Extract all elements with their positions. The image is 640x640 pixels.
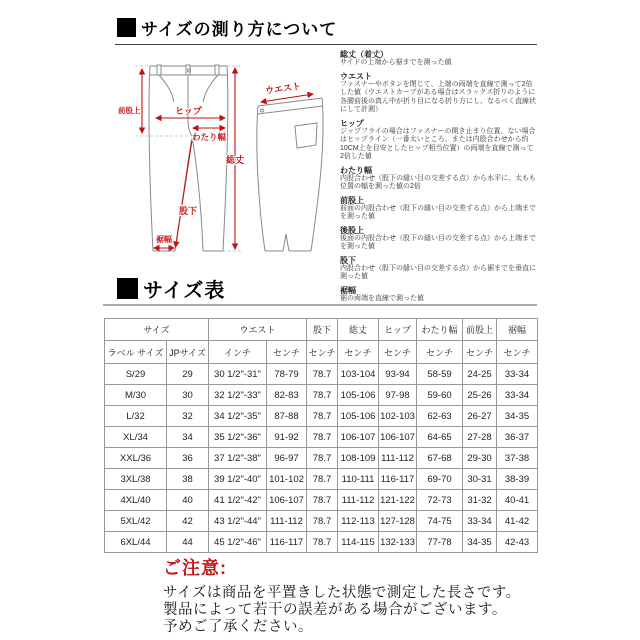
measure-term: 後股上 — [340, 225, 364, 235]
table-cell: 42-43 — [497, 532, 538, 553]
table-cell: 77-78 — [417, 532, 463, 553]
measure-desc: 内股合わせ（股下の縫い目の交差する点）から水平に、太もも位置の幅を測った値の2倍 — [340, 174, 536, 190]
measure-guide-section — [340, 50, 536, 68]
column-sub-header: センチ — [307, 341, 338, 364]
table-cell: 96-97 — [267, 448, 307, 469]
table-cell: 29-30 — [463, 448, 497, 469]
measure-term: ヒップ — [340, 118, 364, 128]
measure-desc: 裾の両端を直線で測った値 — [340, 294, 424, 302]
table-cell: 59-60 — [417, 385, 463, 406]
table-cell: 114-115 — [338, 532, 379, 553]
table-cell: 58-59 — [417, 364, 463, 385]
table-row — [105, 532, 538, 553]
table-cell: 3XL/38 — [105, 469, 167, 490]
table-cell: 82-83 — [267, 385, 307, 406]
table-cell: 78.7 — [307, 511, 338, 532]
label-waist: ウエスト — [264, 81, 302, 97]
measure-desc: サイドの上端から裾までを測った値 — [340, 59, 452, 66]
table-cell: 37 1/2"-38" — [209, 448, 267, 469]
table-cell: 39 1/2"-40" — [209, 469, 267, 490]
measure-desc: 後面の内股合わせ（股下の縫い目の交差する点）から上端までを測った値 — [340, 234, 536, 250]
table-cell: 41-42 — [497, 511, 538, 532]
table-cell: 78.7 — [307, 406, 338, 427]
table-cell: 34 — [167, 427, 209, 448]
table-cell: 106-107 — [338, 427, 379, 448]
table-cell: 26-27 — [463, 406, 497, 427]
pants-side-sketch — [257, 98, 323, 251]
table-cell: 38-39 — [497, 469, 538, 490]
black-square-bullet — [117, 18, 136, 37]
table-cell: 33-34 — [497, 385, 538, 406]
measure-guide-section — [340, 166, 536, 192]
table-cell: 91-92 — [267, 427, 307, 448]
table-cell: 64-65 — [417, 427, 463, 448]
table-cell: 108-109 — [338, 448, 379, 469]
measure-term: 裾幅 — [340, 285, 356, 295]
table-cell: 34-35 — [497, 406, 538, 427]
table-cell: 32 — [167, 406, 209, 427]
table-sub-header-row — [105, 341, 538, 364]
table-row — [105, 448, 538, 469]
label-hem-width: 裾幅 — [156, 235, 172, 244]
divider — [115, 44, 537, 45]
notice-title: ご注意: — [163, 558, 227, 578]
column-group-header: ヒップ — [379, 319, 417, 341]
column-sub-header: センチ — [338, 341, 379, 364]
column-sub-header: インチ — [209, 341, 267, 364]
table-cell: 43 1/2"-44" — [209, 511, 267, 532]
table-cell: 87-88 — [267, 406, 307, 427]
table-cell: 105-106 — [338, 385, 379, 406]
table-row — [105, 385, 538, 406]
table-cell: 97-98 — [379, 385, 417, 406]
table-cell: 40-41 — [497, 490, 538, 511]
table-cell: 37-38 — [497, 448, 538, 469]
measure-desc: ジップフライの場合はファスナーの開き止まり位置、ない場合はヒップライン（一番太いところ、または内股合わせから約10CM上を目安としたヒップ相当位置）の両端を直線で測って2倍した値 — [340, 127, 536, 160]
table-row — [105, 406, 538, 427]
notice-line: サイズは商品を平置きした状態で測定した長さです。 — [163, 585, 521, 601]
table-cell: 111-112 — [338, 490, 379, 511]
table-cell: 112-113 — [338, 511, 379, 532]
column-sub-header: センチ — [417, 341, 463, 364]
table-cell: 29 — [167, 364, 209, 385]
label-inseam: 股下 — [179, 206, 198, 216]
table-cell: 106-107 — [379, 427, 417, 448]
measure-guide-section — [340, 119, 536, 162]
table-group-header-row — [105, 319, 538, 341]
measure-desc: 前面の内股合わせ（股下の縫い目の交差する点）から上端までを測った値 — [340, 204, 536, 220]
table-cell: 32 1/2"-33" — [209, 385, 267, 406]
table-cell: 38 — [167, 469, 209, 490]
table-cell: 110-111 — [338, 469, 379, 490]
label-thigh-width: わたり幅 — [192, 132, 227, 142]
column-sub-header: センチ — [497, 341, 538, 364]
table-cell: 36-37 — [497, 427, 538, 448]
table-cell: 25-26 — [463, 385, 497, 406]
table-cell: 69-70 — [417, 469, 463, 490]
table-cell: 36 — [167, 448, 209, 469]
column-group-header: 股下 — [307, 319, 338, 341]
measure-term: ウエスト — [340, 71, 372, 81]
table-row — [105, 490, 538, 511]
measure-guide-section — [340, 72, 536, 115]
table-cell: 78.7 — [307, 364, 338, 385]
table-cell: 101-102 — [267, 469, 307, 490]
measure-desc: 内股合わせ（股下の縫い目の交差する点）から裾までを垂直に測った値 — [340, 264, 536, 280]
section-header-measuring — [117, 15, 337, 40]
column-group-header: 前股上 — [463, 319, 497, 341]
divider — [103, 304, 537, 306]
table-cell: 93-94 — [379, 364, 417, 385]
size-table — [104, 318, 538, 553]
table-cell: 111-112 — [379, 448, 417, 469]
column-sub-header: ラベル サイズ — [105, 341, 167, 364]
table-cell: 45 1/2"-46" — [209, 532, 267, 553]
measure-term: 股下 — [340, 255, 356, 265]
measure-guide-section — [340, 196, 536, 222]
measure-guide — [340, 50, 536, 307]
table-row — [105, 427, 538, 448]
column-group-header: サイズ — [105, 319, 209, 341]
measure-term: 総丈（着丈） — [340, 50, 388, 59]
table-cell: 34 1/2"-35" — [209, 406, 267, 427]
table-cell: XL/34 — [105, 427, 167, 448]
pants-measurement-diagram — [115, 48, 340, 276]
table-cell: 40 — [167, 490, 209, 511]
table-cell: 24-25 — [463, 364, 497, 385]
table-cell: 78.7 — [307, 427, 338, 448]
column-group-header: わたり幅 — [417, 319, 463, 341]
table-cell: 35 1/2"-36" — [209, 427, 267, 448]
measure-term: わたり幅 — [340, 165, 372, 175]
table-cell: 78.7 — [307, 385, 338, 406]
column-sub-header: センチ — [267, 341, 307, 364]
table-cell: 4XL/40 — [105, 490, 167, 511]
measure-desc: ファスナーやボタンを閉じて、上端の両端を直線で測って2倍した値（ウエストカーブがある場合はスラックス折りのように各腰前後の真ん中が折り目になる折り方にし、なるべく直線状にして計測） — [340, 80, 536, 113]
column-sub-header: センチ — [463, 341, 497, 364]
table-row — [105, 511, 538, 532]
table-cell: 116-117 — [379, 469, 417, 490]
table-cell: 42 — [167, 511, 209, 532]
section-title-measuring: サイズの測り方について — [141, 20, 338, 39]
column-sub-header: センチ — [379, 341, 417, 364]
column-group-header: 総丈 — [338, 319, 379, 341]
label-hip: ヒップ — [175, 106, 202, 116]
table-cell: L/32 — [105, 406, 167, 427]
label-total-length: 総丈 — [226, 155, 245, 165]
measure-term: 前股上 — [340, 195, 364, 205]
table-cell: 31-32 — [463, 490, 497, 511]
table-cell: 102-103 — [379, 406, 417, 427]
section-title-size-table: サイズ表 — [143, 280, 226, 302]
table-cell: 111-112 — [267, 511, 307, 532]
table-cell: 44 — [167, 532, 209, 553]
notice-line: 予めご了承ください。 — [163, 619, 313, 635]
table-cell: 78.7 — [307, 532, 338, 553]
table-cell: 30-31 — [463, 469, 497, 490]
table-cell: 41 1/2"-42" — [209, 490, 267, 511]
measure-guide-section — [340, 256, 536, 282]
table-cell: M/30 — [105, 385, 167, 406]
table-cell: 62-63 — [417, 406, 463, 427]
table-cell: 116-117 — [267, 532, 307, 553]
table-cell: 33-34 — [497, 364, 538, 385]
measure-guide-section — [340, 286, 536, 304]
table-cell: 6XL/44 — [105, 532, 167, 553]
table-cell: 30 1/2"-31" — [209, 364, 267, 385]
table-cell: 72-73 — [417, 490, 463, 511]
table-cell: 34-35 — [463, 532, 497, 553]
table-cell: 5XL/42 — [105, 511, 167, 532]
table-cell: 127-128 — [379, 511, 417, 532]
table-cell: S/29 — [105, 364, 167, 385]
column-group-header: ウエスト — [209, 319, 307, 341]
table-cell: 78.7 — [307, 448, 338, 469]
table-cell: 78.7 — [307, 469, 338, 490]
table-cell: XXL/36 — [105, 448, 167, 469]
table-cell: 30 — [167, 385, 209, 406]
table-cell: 78.7 — [307, 490, 338, 511]
column-sub-header: JPサイズ — [167, 341, 209, 364]
table-cell: 103-104 — [338, 364, 379, 385]
measure-guide-section — [340, 226, 536, 252]
black-square-bullet — [117, 278, 138, 299]
table-cell: 78-79 — [267, 364, 307, 385]
table-cell: 67-68 — [417, 448, 463, 469]
table-cell: 74-75 — [417, 511, 463, 532]
table-cell: 121-122 — [379, 490, 417, 511]
table-cell: 27-28 — [463, 427, 497, 448]
notice-line: 製品によって若干の誤差がある場合がございます。 — [163, 602, 507, 618]
table-cell: 105-106 — [338, 406, 379, 427]
table-cell: 132-133 — [379, 532, 417, 553]
table-row — [105, 469, 538, 490]
label-front-rise: 前股上 — [118, 106, 141, 115]
table-row — [105, 364, 538, 385]
pants-front-sketch — [149, 65, 228, 251]
notice-body — [163, 585, 521, 636]
table-cell: 33-34 — [463, 511, 497, 532]
table-cell: 106-107 — [267, 490, 307, 511]
section-header-size-table — [117, 274, 225, 303]
column-group-header: 裾幅 — [497, 319, 538, 341]
